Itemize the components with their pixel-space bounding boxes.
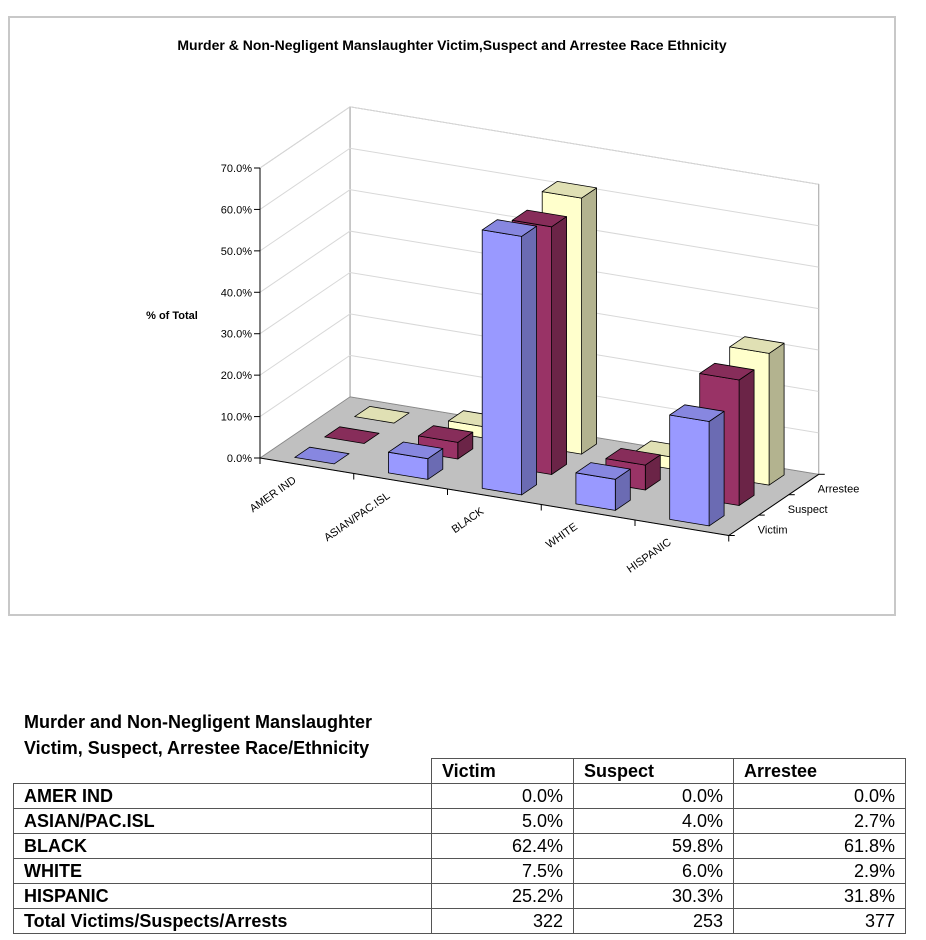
y-tick-label: 30.0% — [220, 328, 252, 341]
cell-suspect: 4.0% — [574, 809, 734, 834]
table-row-total — [14, 909, 906, 934]
cell-victim: 62.4% — [432, 834, 574, 859]
table-header-row — [14, 759, 906, 784]
cell-victim: 322 — [432, 909, 574, 934]
bar-side — [739, 370, 754, 506]
table-title — [24, 709, 372, 761]
x-tick-label: WHITE — [543, 520, 580, 552]
table-row — [14, 834, 906, 859]
table-header-arrestee: Arrestee — [734, 759, 906, 784]
y-tick-label: 10.0% — [220, 411, 252, 424]
bar-side — [582, 188, 597, 454]
series-label: Victim — [757, 524, 788, 537]
cell-arrestee: 61.8% — [734, 834, 906, 859]
x-tick-label: HISPANIC — [624, 536, 674, 576]
cell-suspect: 6.0% — [574, 859, 734, 884]
y-tick-label: 60.0% — [220, 204, 252, 217]
bar-side — [522, 226, 537, 495]
row-label: ASIAN/PAC.ISL — [14, 809, 432, 834]
table-row — [14, 884, 906, 909]
table-row — [14, 784, 906, 809]
cell-suspect: 0.0% — [574, 784, 734, 809]
y-tick-label: 0.0% — [226, 453, 252, 465]
y-tick-label: 50.0% — [220, 245, 252, 258]
bar-side — [769, 343, 784, 485]
y-tick-label: 20.0% — [220, 370, 252, 383]
table-row — [14, 859, 906, 884]
row-label: BLACK — [14, 834, 432, 859]
data-table — [13, 758, 906, 934]
bar-side — [552, 217, 567, 475]
cell-arrestee: 31.8% — [734, 884, 906, 909]
y-axis-label: % of Total — [146, 310, 198, 322]
bar — [482, 230, 521, 495]
row-label: WHITE — [14, 859, 432, 884]
cell-victim: 5.0% — [432, 809, 574, 834]
cell-arrestee: 0.0% — [734, 784, 906, 809]
bar-chart-3d — [10, 18, 894, 614]
x-tick-label: BLACK — [449, 505, 487, 536]
chart-title: Murder & Non-Negligent Manslaughter Victim,Suspect and Arrestee Race Ethnicity — [177, 37, 727, 53]
series-label: Suspect — [787, 503, 828, 516]
table-row — [14, 809, 906, 834]
cell-suspect: 30.3% — [574, 884, 734, 909]
x-tick-label: AMER IND — [247, 474, 299, 516]
table-header-victim: Victim — [432, 759, 574, 784]
chart-side-wall — [260, 107, 350, 458]
cell-suspect: 59.8% — [574, 834, 734, 859]
table-title-line-2: Victim, Suspect, Arrestee Race/Ethnicity — [24, 738, 370, 758]
chart-frame — [8, 16, 896, 616]
table-header-blank — [14, 759, 432, 784]
cell-arrestee: 2.9% — [734, 859, 906, 884]
row-label: HISPANIC — [14, 884, 432, 909]
row-label: Total Victims/Suspects/Arrests — [14, 909, 432, 934]
y-tick-label: 40.0% — [220, 287, 252, 300]
cell-suspect: 253 — [574, 909, 734, 934]
cell-victim: 7.5% — [432, 859, 574, 884]
bar-side — [709, 411, 724, 526]
table-title-line-1: Murder and Non-Negligent Manslaughter — [24, 712, 373, 732]
y-tick-label: 70.0% — [220, 163, 252, 175]
cell-arrestee: 2.7% — [734, 809, 906, 834]
row-label: AMER IND — [14, 784, 432, 809]
series-label: Arrestee — [817, 483, 860, 496]
table-header-suspect: Suspect — [574, 759, 734, 784]
cell-victim: 0.0% — [432, 784, 574, 809]
bar — [670, 415, 709, 526]
cell-arrestee: 377 — [734, 909, 906, 934]
x-tick-label: ASIAN/PAC.ISL — [322, 489, 393, 545]
cell-victim: 25.2% — [432, 884, 574, 909]
